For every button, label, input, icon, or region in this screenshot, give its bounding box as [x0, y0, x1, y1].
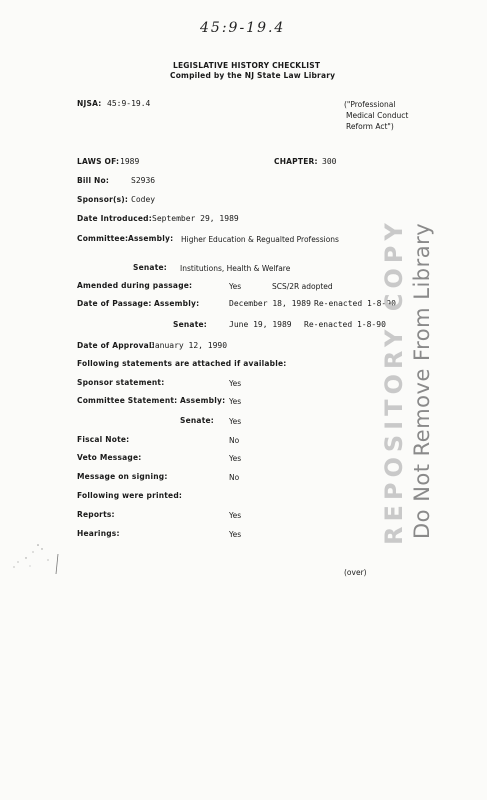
veto-message-value: Yes: [229, 454, 242, 463]
page-subtitle: Compiled by the NJ State Law Library: [170, 71, 336, 80]
passage-senate-note: Re-enacted 1-8-90: [304, 320, 386, 329]
act-name-line-3: Reform Act"): [346, 122, 394, 131]
hearings-value: Yes: [229, 530, 242, 539]
sponsor-statement-value: Yes: [229, 379, 242, 388]
committee-senate-label: Senate:: [133, 263, 167, 272]
scan-specks: [8, 540, 68, 580]
stamp-line-1: REPOSITORY COPY: [380, 218, 408, 545]
committee-statement-senate-value: Yes: [229, 417, 242, 426]
sponsors-label: Sponsor(s):: [77, 195, 129, 204]
act-name-line-2: Medical Conduct: [346, 111, 409, 120]
sponsors-value: Codey: [131, 195, 156, 204]
signing-message-label: Message on signing:: [77, 472, 168, 481]
laws-of-value: 1989: [120, 157, 140, 166]
passage-assembly-date: December 18, 1989: [229, 299, 311, 308]
njsa-value: 45:9-19.4: [107, 99, 151, 108]
committee-statement-assembly-value: Yes: [229, 397, 242, 406]
printed-heading: Following were printed:: [77, 491, 183, 500]
chapter-value: 300: [322, 157, 337, 166]
fiscal-note-label: Fiscal Note:: [77, 435, 130, 444]
hearings-label: Hearings:: [77, 529, 120, 538]
reports-value: Yes: [229, 511, 242, 520]
passage-assembly-note: Re-enacted 1-8-90: [314, 299, 396, 308]
committee-statement-label: Committee Statement:: [77, 396, 178, 405]
sponsor-statement-label: Sponsor statement:: [77, 378, 165, 387]
amended-value: Yes: [229, 282, 242, 291]
repository-copy-stamp: [380, 218, 450, 545]
bill-no-label: Bill No:: [77, 176, 110, 185]
committee-label: Committee:: [77, 234, 129, 243]
passage-label: Date of Passage:: [77, 299, 152, 308]
over-note: (over): [344, 568, 367, 577]
committee-statement-senate-label: Senate:: [180, 416, 214, 425]
passage-senate-label: Senate:: [173, 320, 207, 329]
laws-of-label: LAWS OF:: [77, 157, 120, 166]
page-title: LEGISLATIVE HISTORY CHECKLIST: [173, 61, 321, 70]
chapter-label: CHAPTER:: [274, 157, 318, 166]
handwritten-statute-number: 45:9-19.4: [200, 20, 286, 36]
stamp-line-2: Do Not Remove From Library: [410, 222, 434, 539]
attached-heading: Following statements are attached if available:: [77, 359, 287, 368]
approval-value: January 12, 1990: [150, 341, 228, 350]
amended-label: Amended during passage:: [77, 281, 193, 290]
reports-label: Reports:: [77, 510, 115, 519]
passage-assembly-label: Assembly:: [154, 299, 200, 308]
committee-statement-assembly-label: Assembly:: [180, 396, 226, 405]
veto-message-label: Veto Message:: [77, 453, 142, 462]
date-introduced-value: September 29, 1989: [152, 214, 239, 223]
njsa-label: NJSA:: [77, 99, 102, 108]
date-introduced-label: Date Introduced:: [77, 214, 152, 223]
amended-note: SCS/2R adopted: [272, 282, 333, 291]
passage-senate-date: June 19, 1989: [229, 320, 292, 329]
act-name-line-1: ("Professional: [344, 100, 396, 109]
signing-message-value: No: [229, 473, 240, 482]
committee-senate-value: Institutions, Health & Welfare: [180, 264, 291, 273]
approval-label: Date of Approval:: [77, 341, 155, 350]
bill-no-value: S2936: [131, 176, 156, 185]
committee-assembly-label: Assembly:: [128, 234, 174, 243]
fiscal-note-value: No: [229, 436, 240, 445]
committee-assembly-value: Higher Education & Regualted Professions: [181, 235, 339, 244]
